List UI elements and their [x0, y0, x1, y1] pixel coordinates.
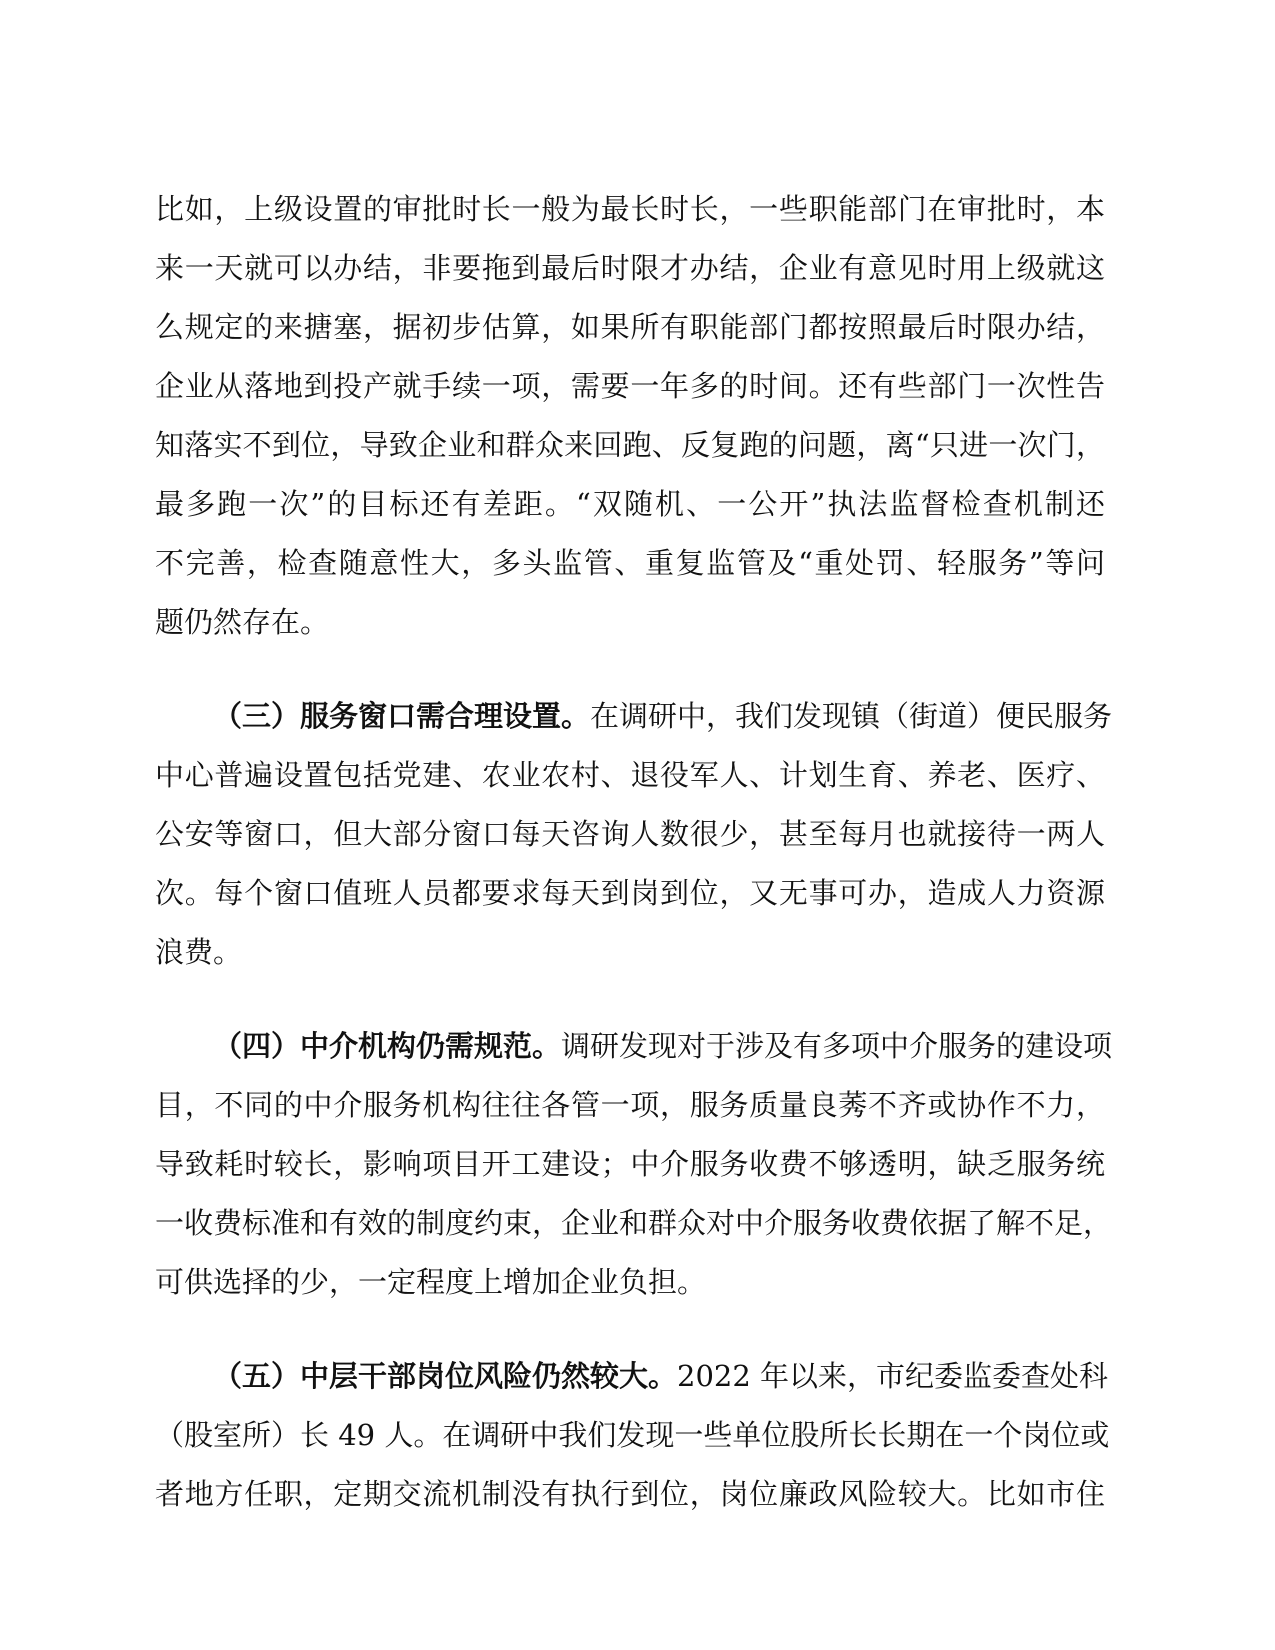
text-line: 目，不同的中介服务机构往往各管一项，服务质量良莠不齐或协作不力， [155, 1088, 1105, 1122]
paragraph-gap [155, 982, 1105, 1017]
text-run: 调研发现对于涉及有多项中介服务的建设项 [561, 1029, 1113, 1063]
text-run: 在调研中，我们发现镇（街道）便民服务 [590, 699, 1113, 733]
text-line: 企业从落地到投产就手续一项，需要一年多的时间。还有些部门一次性告 [155, 369, 1105, 403]
text-line: 题仍然存在。 [155, 605, 330, 639]
paragraph-2 [155, 687, 1113, 982]
text-line: 一收费标准和有效的制度约束，企业和群众对中介服务收费依据了解不足， [155, 1206, 1113, 1240]
paragraph-gap [155, 1312, 1105, 1347]
text-line: 中心普遍设置包括党建、农业农村、退役军人、计划生育、养老、医疗、 [155, 758, 1105, 792]
section-heading-3: （三）服务窗口需合理设置。 [213, 699, 591, 733]
section-heading-4: （四）中介机构仍需规范。 [213, 1029, 562, 1063]
text-line: 么规定的来搪塞，据初步估算，如果所有职能部门都按照最后时限办结， [155, 310, 1105, 344]
paragraph-gap [155, 652, 1105, 687]
text-line: 比如，上级设置的审批时长一般为最长时长，一些职能部门在审批时，本 [155, 192, 1105, 226]
document-body [155, 180, 1113, 1524]
text-line: 浪费。 [155, 935, 243, 969]
text-line: 者地方任职，定期交流机制没有执行到位，岗位廉政风险较大。比如市住 [155, 1477, 1105, 1511]
text-line-first [155, 1017, 1113, 1076]
paragraph-4 [155, 1347, 1110, 1524]
text-line: 来一天就可以办结，非要拖到最后时限才办结，企业有意见时用上级就这 [155, 251, 1105, 285]
text-line: 次。每个窗口值班人员都要求每天到岗到位，又无事可办，造成人力资源 [155, 876, 1105, 910]
text-line: 导致耗时较长，影响项目开工建设；中介服务收费不够透明，缺乏服务统 [155, 1147, 1105, 1181]
text-line-first [155, 1347, 1109, 1406]
text-line: 可供选择的少，一定程度上增加企业负担。 [155, 1265, 707, 1299]
text-line: 知落实不到位，导致企业和群众来回跑、反复跑的问题，离“只进一次门， [155, 428, 1105, 462]
paragraph-1 [155, 180, 1105, 652]
text-line-first [155, 687, 1113, 746]
text-run: 2022 年以来，市纪委监委查处科 [677, 1359, 1109, 1393]
section-heading-5: （五）中层干部岗位风险仍然较大。 [213, 1359, 678, 1393]
text-line: （股室所）长 49 人。在调研中我们发现一些单位股所长长期在一个岗位或 [155, 1418, 1110, 1452]
text-line: 最多跑一次”的目标还有差距。“双随机、一公开”执法监督检查机制还 [155, 487, 1105, 521]
paragraph-3 [155, 1017, 1113, 1312]
text-line: 不完善，检查随意性大，多头监管、重复监管及“重处罚、轻服务”等问 [155, 546, 1105, 580]
text-line: 公安等窗口，但大部分窗口每天咨询人数很少，甚至每月也就接待一两人 [155, 817, 1105, 851]
